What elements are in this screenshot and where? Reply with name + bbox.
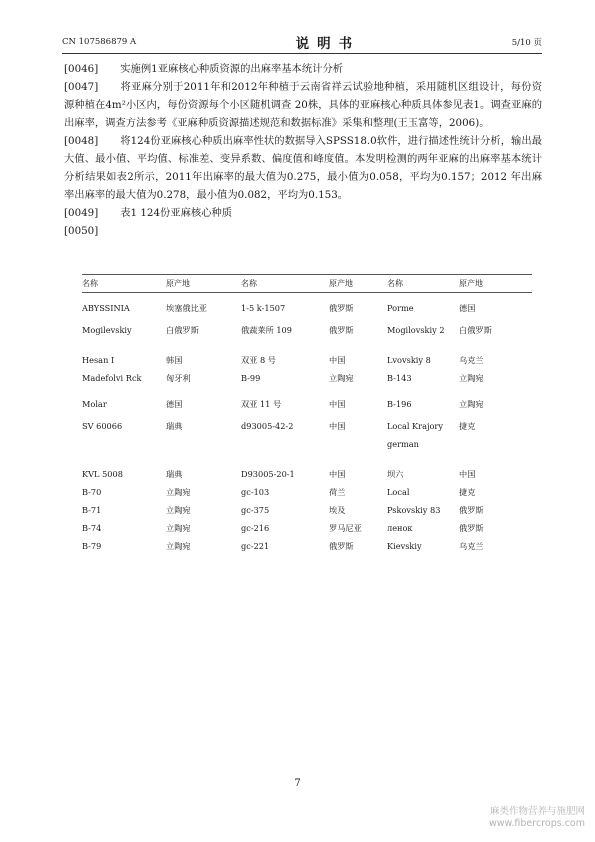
origin-cell: 德国 xyxy=(166,399,183,409)
page-number: 7 xyxy=(294,778,301,789)
origin-cell: 乌克兰 xyxy=(459,541,484,551)
origin-cell: 中国 xyxy=(329,421,346,431)
variety-name-cell: 坝六 xyxy=(387,469,404,479)
table-row xyxy=(82,537,532,555)
variety-name-cell: D93005-20-1 xyxy=(241,469,295,479)
variety-name-cell: Kievskiy xyxy=(387,541,422,551)
origin-cell: 捷克 xyxy=(459,421,476,431)
origin-cell: 捷克 xyxy=(459,487,476,497)
origin-cell: 俄罗斯 xyxy=(459,523,484,533)
origin-cell: 立陶宛 xyxy=(329,373,354,383)
paragraph-0047 xyxy=(64,78,542,132)
origin-cell: 埃及 xyxy=(329,505,346,515)
table-row xyxy=(82,483,532,501)
column-header: 原产地 xyxy=(459,279,483,288)
origin-cell: 乌克兰 xyxy=(459,355,484,365)
origin-cell: 荷兰 xyxy=(329,487,346,497)
site-watermark xyxy=(489,806,585,830)
variety-name-cell: B-79 xyxy=(82,541,102,551)
header-divider xyxy=(62,53,542,54)
paragraph-tag: [0049] xyxy=(64,207,99,219)
variety-name-cell: SV 60066 xyxy=(82,421,123,431)
origin-cell: 瑞典 xyxy=(166,421,183,431)
variety-name-cell: B-143 xyxy=(387,373,412,383)
variety-name-cell: B-74 xyxy=(82,523,102,533)
origin-cell: 立陶宛 xyxy=(166,505,191,515)
table-row xyxy=(82,519,532,537)
table-row xyxy=(82,351,532,369)
table-row xyxy=(82,395,532,413)
variety-name-cell: B-196 xyxy=(387,399,412,409)
table-row xyxy=(82,299,532,317)
paragraph-tag: [0047] xyxy=(64,81,99,93)
variety-name-cell: Madefolvi Rck xyxy=(82,373,142,383)
origin-cell: 俄罗斯 xyxy=(459,505,484,515)
origin-cell: 德国 xyxy=(459,303,476,313)
document-title: 说明书 xyxy=(295,36,361,52)
variety-name-cell: Molar xyxy=(82,399,107,409)
variety-name-cell: ленок xyxy=(387,523,413,533)
variety-name-cell: Lvovskiy 8 xyxy=(387,355,431,365)
germplasm-table xyxy=(82,274,532,555)
paragraph-text: 实施例1亚麻核心种质资源的出麻率基本统计分析 xyxy=(120,63,344,75)
table-body xyxy=(82,299,532,555)
column-header: 名称 xyxy=(387,279,403,288)
variety-name-cell: gc-216 xyxy=(241,523,270,533)
variety-name-cell: B-71 xyxy=(82,505,102,515)
origin-cell: 中国 xyxy=(329,399,346,409)
origin-cell: 中国 xyxy=(329,469,346,479)
variety-name-cell: B-99 xyxy=(241,373,261,383)
origin-cell: 立陶宛 xyxy=(166,487,191,497)
paragraph-text: 将124份亚麻核心种质出麻率性状的数据导入SPSS18.0软件，进行描述性统计分析，输出最大值、最小值、平均值、标准差、变异系数、偏度值和峰度值。本发明检测的两年亚麻的出麻率基本统计分析结果如表2所示，2011年出麻率的最大值为0.275，最小值为0.058，平均为0.157；2012 年出麻率出麻率的最大值为0.278，最小值为0.082，平均为0.153。 xyxy=(64,135,542,201)
column-header: 名称 xyxy=(241,279,257,288)
table-row xyxy=(82,321,532,339)
origin-cell: 立陶宛 xyxy=(459,373,484,383)
variety-name-cell: Porme xyxy=(387,303,414,313)
document-body xyxy=(64,60,542,240)
table-row xyxy=(82,465,532,483)
table-header-row xyxy=(82,275,532,292)
variety-name-cell: ABYSSINIA xyxy=(82,303,130,313)
origin-cell: 罗马尼亚 xyxy=(329,523,362,533)
origin-cell: 俄罗斯 xyxy=(329,541,354,551)
variety-name-cell: KVL 5008 xyxy=(82,469,123,479)
column-header: 原产地 xyxy=(166,279,190,288)
variety-name-cell: Hesan I xyxy=(82,355,115,365)
document-number: CN 107586879 A xyxy=(62,37,137,47)
origin-cell: 白俄罗斯 xyxy=(166,325,199,335)
column-header: 原产地 xyxy=(329,279,353,288)
origin-cell: 中国 xyxy=(329,355,346,365)
paragraph-tag: [0050] xyxy=(64,225,99,237)
variety-name-cell: Pskovskiy 83 xyxy=(387,505,441,515)
table-caption: 表1 124份亚麻核心种质 xyxy=(120,207,233,219)
variety-name-cell: 俄蔬莱所 109 xyxy=(241,325,292,335)
origin-cell: 白俄罗斯 xyxy=(459,325,492,335)
origin-cell: 俄罗斯 xyxy=(329,303,354,313)
page-header xyxy=(62,32,542,52)
paragraph-0048 xyxy=(64,132,542,204)
table-row xyxy=(82,501,532,519)
variety-name-cell: 1-5 k-1507 xyxy=(241,303,286,313)
origin-cell: 韩国 xyxy=(166,355,183,365)
table-row xyxy=(82,369,532,387)
page-indicator: 5/10 页 xyxy=(511,38,542,48)
watermark-url: www.fibercrops.com xyxy=(488,818,585,829)
paragraph-0046 xyxy=(64,60,542,78)
table-row xyxy=(82,417,532,453)
variety-name-cell: Mogilevskiy xyxy=(82,325,132,335)
paragraph-tag: [0048] xyxy=(64,135,99,147)
paragraph-0050 xyxy=(64,222,542,240)
variety-name-cell: 双亚 11 号 xyxy=(241,399,282,409)
variety-name-cell: B-70 xyxy=(82,487,102,497)
variety-name-cell: 双亚 8 号 xyxy=(241,355,276,365)
origin-cell: 埃塞俄比亚 xyxy=(166,303,207,313)
variety-name-cell: Local xyxy=(387,487,410,497)
paragraph-text: 将亚麻分别于2011年和2012年种植于云南省祥云试验地种植，采用随机区组设计，每份资源种植在4m²小区内，每份资源每个小区随机调查 20株，具体的亚麻核心种质具体参见表1。调查亚麻的出麻率，调查方法参考《亚麻种质资源描述规范和数据标准》采集和整理(王玉富等，2006)。 xyxy=(64,81,542,129)
variety-name-cell: d93005-42-2 xyxy=(241,421,294,431)
paragraph-0049 xyxy=(64,204,542,222)
column-header: 名称 xyxy=(82,279,98,288)
origin-cell: 俄罗斯 xyxy=(329,325,354,335)
variety-name-cell: Mogilovskiy 2 xyxy=(387,325,445,335)
variety-name-cell: gc-221 xyxy=(241,541,270,551)
origin-cell: 瑞典 xyxy=(166,469,183,479)
origin-cell: 立陶宛 xyxy=(166,523,191,533)
variety-name-cell: Local Krajory german xyxy=(387,421,443,449)
watermark-line: 麻类作物营养与施肥网 xyxy=(489,806,585,817)
paragraph-tag: [0046] xyxy=(64,63,99,75)
origin-cell: 立陶宛 xyxy=(459,399,484,409)
origin-cell: 立陶宛 xyxy=(166,541,191,551)
origin-cell: 匈牙利 xyxy=(166,373,191,383)
variety-name-cell: gc-103 xyxy=(241,487,270,497)
variety-name-cell: gc-375 xyxy=(241,505,270,515)
table-header-rule xyxy=(82,292,532,293)
origin-cell: 中国 xyxy=(459,469,476,479)
